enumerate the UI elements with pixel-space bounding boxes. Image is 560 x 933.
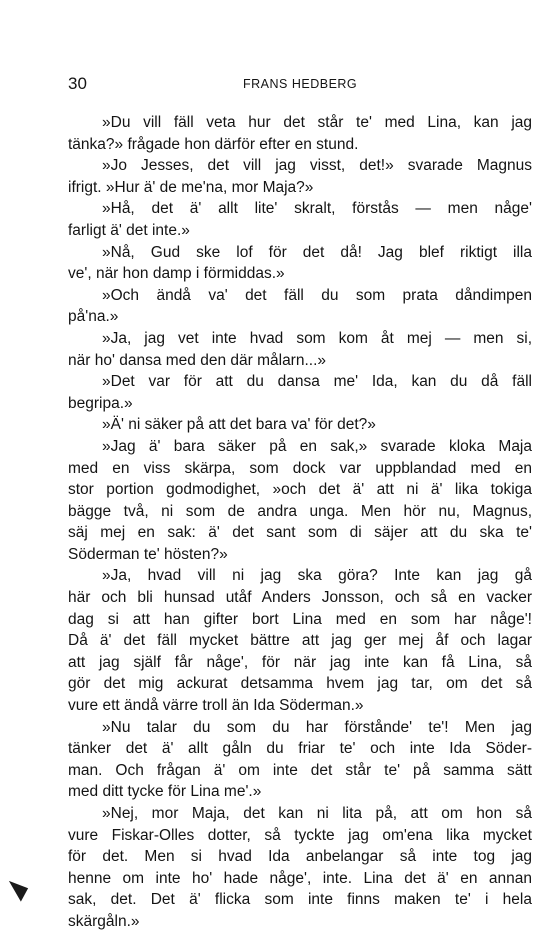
text-line: tänka?» frågade hon därför efter en stund.	[68, 135, 359, 153]
text-line: med ditt tycke för Lina me'.»	[68, 783, 262, 801]
body-text	[68, 112, 532, 933]
text-line: ve', när hon damp i förmiddas.»	[68, 265, 285, 283]
text-line: när ho' dansa med den där målarn...»	[68, 351, 327, 369]
paragraph-first-line: »Ja, jag vet inte hvad som kom åt mej — men si,	[102, 329, 532, 347]
text-line: dag si att han gifter bort Lina med en som har någe'!	[68, 610, 532, 628]
page-header	[68, 74, 508, 96]
text-line: ifrigt. »Hur ä' de me'na, mor Maja?»	[68, 178, 314, 196]
paragraph-first-line: »Hå, det ä' allt lite' skralt, förstås — men någe'	[102, 200, 532, 218]
text-line: för det. Men si hvad Ida anbelangar så inte tog jag	[68, 848, 532, 866]
paragraph-first-line: »Det var för att du dansa me' Ida, kan du då fäll	[102, 373, 532, 391]
text-line: här och bli hunsad utåf Anders Jonsson, och så en vacker	[68, 589, 532, 607]
text-line: sak, det. Det ä' flicka som inte finns maken te' i hela	[68, 891, 532, 909]
text-line: med en viss skärpa, som dock var uppblandad med en	[68, 459, 532, 477]
text-line: henne om inte ho' hade någe', inte. Lina det ä' en annan	[68, 869, 532, 887]
paragraph-first-line: »Nej, mor Maja, det kan ni lita på, att om hon så	[102, 805, 532, 822]
paragraph-first-line: »Jo Jesses, det vill jag visst, det!» svarade Magnus	[102, 157, 532, 175]
text-line: säj mej en sak: ä' det sant som di säjer att du ska te'	[68, 524, 532, 542]
text-line: att jag själf får någe', för när jag inte kan få Lina, så	[68, 653, 532, 671]
paragraph-first-line: »Nå, Gud ske lof för det då! Jag blef riktigt illa	[102, 243, 532, 261]
text-line: Söderman te' hösten?»	[68, 545, 228, 563]
text-line: farligt ä' det inte.»	[68, 221, 190, 239]
paragraph-first-line: »Nu talar du som du har förstånde' te'! Men jag	[102, 718, 532, 736]
text-line: skärgåln.»	[68, 912, 140, 930]
text-line: man. Och frågan ä' om inte det står te' på samma sätt	[68, 761, 532, 779]
paragraph-first-line: »Jag ä' bara säker på en sak,» svarade kloka Maja	[102, 437, 532, 455]
page-number: 30	[68, 74, 87, 93]
paragraph-first-line: »Och ändå va' det fäll du som prata dåndimpen	[102, 286, 532, 304]
text-line: begripa.»	[68, 394, 133, 412]
text-line: vure Fiskar-Olles dotter, så tyckte jag om'ena lika mycket	[68, 826, 532, 844]
text-line: bägge två, ni som de andra unga. Men hör nu, Magnus,	[68, 502, 532, 520]
paragraph-first-line: »Ä' ni säker på att det bara va' för det?»	[102, 416, 376, 434]
text-line: gör det mig ackurat detsamma hvem jag tar, om det så	[68, 675, 532, 693]
paragraph-first-line: »Ja, hvad vill ni jag ska göra? Inte kan jag gå	[102, 567, 532, 585]
running-head: FRANS HEDBERG	[243, 77, 358, 91]
text-line: vure ett ändå värre troll än Ida Söderman.»	[68, 697, 364, 715]
text-line: Då ä' det fäll mycket bättre att jag ger mej åf och lagar	[68, 632, 532, 650]
corner-arrow-icon	[9, 874, 32, 901]
text-line: stor portion godmodighet, »och det ä' att ni ä' lika tokiga	[68, 481, 532, 499]
paragraph-first-line: »Du vill fäll veta hur det står te' med Lina, kan jag	[102, 114, 532, 131]
text-line: tänker det ä' allt gåln du friar te' och inte Ida Söder-	[68, 740, 532, 758]
text-line: på'na.»	[68, 308, 119, 326]
